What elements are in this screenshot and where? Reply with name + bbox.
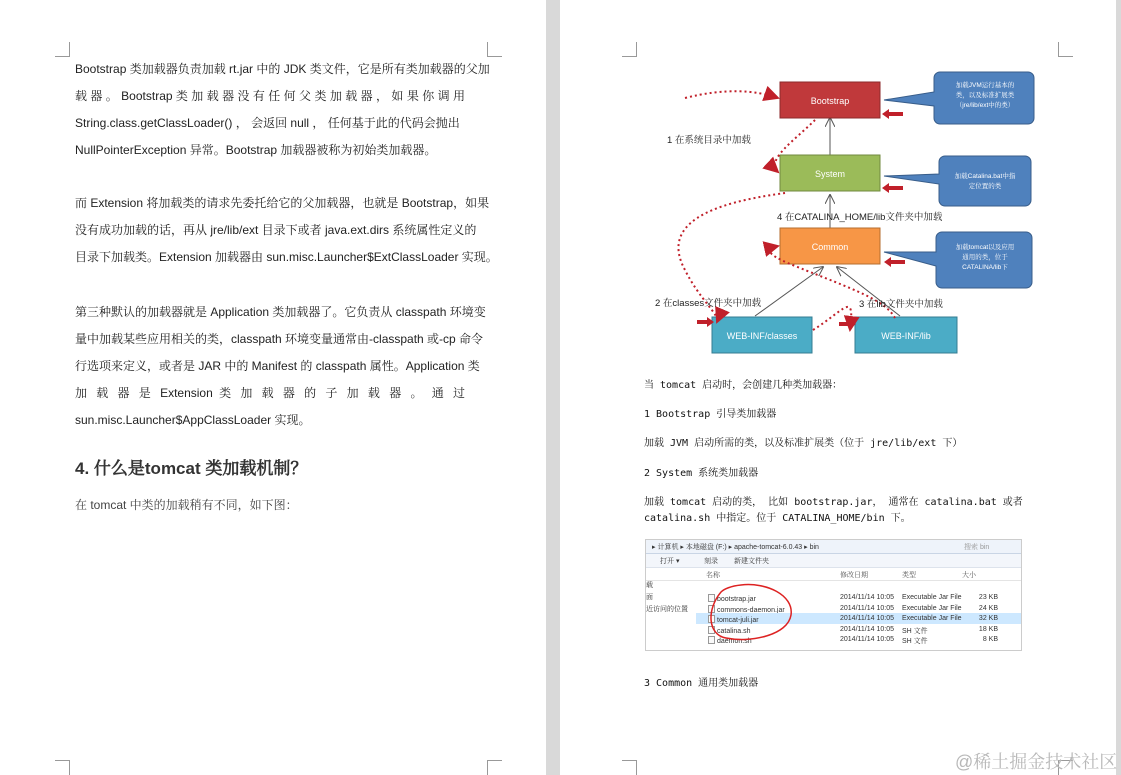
text-line: 没有成功加载的话，再从 jre/lib/ext 目录下或者 java.ext.dirs 系统属性定义的 <box>75 223 477 237</box>
col-name: 名称 <box>706 572 720 579</box>
section-heading: 4. 什么是tomcat 类加载机制？ <box>75 459 308 478</box>
paragraph-extension <box>75 190 498 271</box>
crop-mark <box>55 42 70 57</box>
text-line: 行选项来定义，或者是 JAR 中的 Manifest 的 classpath 属性。Application 类 <box>75 359 480 373</box>
red-annotation-circle <box>646 540 1021 650</box>
file-explorer-screenshot <box>645 539 1022 651</box>
callout-text: 通用的类，位于 <box>962 254 1008 261</box>
text-line: 1 Bootstrap 引导类加载器 <box>644 409 777 420</box>
file-size: 23 KB <box>978 594 998 601</box>
file-name: commons-daemon.jar <box>708 605 785 614</box>
file-name: tomcat-juli.jar <box>708 615 759 624</box>
callout-text: 加载JVM运行基本的 <box>955 82 1015 89</box>
red-block-arrow <box>839 319 856 329</box>
file-name: catalina.sh <box>708 626 750 635</box>
text-line: 加载 JVM 启动所需的类，以及标准扩展类（位于 jre/lib/ext 下） <box>644 438 963 449</box>
arrow-classes-to-common <box>755 267 823 316</box>
diagram-label-step2: 2 在classes文件夹中加载 <box>655 298 762 309</box>
text-line: 载 器 。 Bootstrap 类 加 载 器 没 有 任 何 父 类 加 载 器 ， 如 果 你 调 用 <box>75 89 465 103</box>
callout-text: 类，以及标准扩展类 <box>955 92 1015 99</box>
toolbar-new-folder: 新建文件夹 <box>734 558 769 565</box>
file-size: 24 KB <box>978 604 998 612</box>
crop-mark <box>622 760 637 775</box>
text-line: 而 Extension 将加载类的请求先委托给它的父加载器，也就是 Bootstrap，如果 <box>75 196 490 210</box>
file-type: SH 文件 <box>902 638 928 645</box>
box-webinf-lib <box>855 317 957 353</box>
file-size: 8 KB <box>982 636 998 643</box>
intro-text: 在 tomcat 中类的加载稍有不同，如下图： <box>75 498 298 512</box>
file-name: bootstrap.jar <box>708 594 756 603</box>
classloader-diagram <box>645 60 1045 365</box>
file-type: Executable Jar File <box>902 615 962 622</box>
file-date: 2014/11/14 10:05 <box>840 636 894 643</box>
col-type: 类型 <box>902 572 916 579</box>
flow-path <box>685 91 778 98</box>
paragraph-application <box>75 299 486 434</box>
toolbar-burn: 刻录 <box>704 558 718 565</box>
text-line: 量中加载某些应用相关的类，classpath 环境变量通常由-classpath 或-cp 命令 <box>75 332 484 346</box>
crop-mark <box>622 42 637 57</box>
watermark: @稀土掘金技术社区 <box>955 752 1118 772</box>
callout-text: CATALINA/lib下 <box>962 264 1008 271</box>
crop-mark <box>1058 42 1073 57</box>
red-block-arrow <box>697 317 714 327</box>
box-webinf-classes <box>712 317 812 353</box>
file-type: Executable Jar File <box>902 594 962 601</box>
box-webinf-lib-label: WEB-INF/lib <box>881 331 931 341</box>
diagram-label-step4: 4 在CATALINA_HOME/lib文件夹中加载 <box>777 212 943 223</box>
file-date: 2014/11/14 10:05 <box>840 625 894 633</box>
red-block-arrow <box>882 183 903 193</box>
box-system <box>780 155 880 191</box>
callout-text: 定位置的类 <box>968 183 1002 190</box>
paragraph-bootstrap <box>75 56 490 164</box>
text-line: 当 tomcat 启动时，会创建几种类加载器： <box>644 380 843 391</box>
nav-item: 载 <box>646 582 653 589</box>
text-line: 目录下加载类。Extension 加载器由 sun.misc.Launcher$ExtClassLoader 实现。 <box>75 250 498 264</box>
box-common-label: Common <box>811 242 849 252</box>
callout-bootstrap <box>884 72 1034 124</box>
callout-text: 加载Catalina.bat中指 <box>954 173 1016 180</box>
text-line: NullPointerException 异常。Bootstrap 加载器被称为初始类加载器。 <box>75 143 437 157</box>
file-size: 32 KB <box>978 615 998 622</box>
file-date: 2014/11/14 10:05 <box>840 615 894 622</box>
box-bootstrap-label: Bootstrap <box>810 96 850 106</box>
text-line: sun.misc.Launcher$AppClassLoader 实现。 <box>75 413 311 427</box>
box-bootstrap <box>780 82 880 118</box>
callout-text: 加载tomcat以及应用 <box>955 244 1015 251</box>
box-system-label: System <box>814 169 846 179</box>
col-modified: 修改日期 <box>840 572 868 579</box>
text-line: 加 载 器 是 Extension 类 加 载 器 的 子 加 载 器 。 通 过 <box>75 386 465 400</box>
text-line: 2 System 系统类加载器 <box>644 468 759 479</box>
flow-path <box>813 307 851 330</box>
callout-system <box>884 156 1031 206</box>
file-date: 2014/11/14 10:05 <box>840 594 894 601</box>
text-line: String.class.getClassLoader() ， 会返回 null ， 任何基于此的代码会抛出 <box>75 116 460 130</box>
callout-text: （jre/lib/ext中的类） <box>955 102 1015 109</box>
crop-mark <box>487 42 502 57</box>
red-block-arrow <box>884 257 905 267</box>
address-path: ▸ 计算机 ▸ 本地磁盘 (F:) ▸ apache-tomcat-6.0.43 ▸ bin <box>652 544 819 551</box>
nav-item: 面 <box>646 594 653 601</box>
file-date: 2014/11/14 10:05 <box>840 604 894 612</box>
left-page <box>0 0 546 775</box>
diagram-label-step1: 1 在系统目录中加载 <box>667 135 751 146</box>
file-name: daemon.sh <box>708 636 752 645</box>
box-common <box>780 228 880 264</box>
toolbar-open: 打开 ▾ <box>660 558 680 565</box>
file-size: 18 KB <box>978 625 998 633</box>
text-line: 3 Common 通用类加载器 <box>644 678 759 689</box>
nav-item: 近访问的位置 <box>646 606 688 613</box>
col-size: 大小 <box>962 572 976 579</box>
file-type: SH 文件 <box>902 627 928 635</box>
box-webinf-classes-label: WEB-INF/classes <box>726 331 798 341</box>
red-block-arrow <box>882 109 903 119</box>
diagram-label-step3: 3 在lib文件夹中加载 <box>859 299 943 310</box>
text-line: Bootstrap 类加载器负责加载 rt.jar 中的 JDK 类文件，它是所有类加载器的父加 <box>75 62 490 76</box>
search-box: 搜索 bin <box>964 544 990 551</box>
file-type: Executable Jar File <box>902 604 962 612</box>
text-line: catalina.sh 中指定。位于 CATALINA_HOME/bin 下。 <box>644 513 911 524</box>
crop-mark <box>487 760 502 775</box>
crop-mark <box>55 760 70 775</box>
text-line: 第三种默认的加载器就是 Application 类加载器了。它负责从 classpath 环境变 <box>75 305 486 319</box>
text-line: 加载 tomcat 启动的类， 比如 bootstrap.jar， 通常在 catalina.bat 或者 <box>644 497 1023 508</box>
callout-common <box>884 232 1032 288</box>
